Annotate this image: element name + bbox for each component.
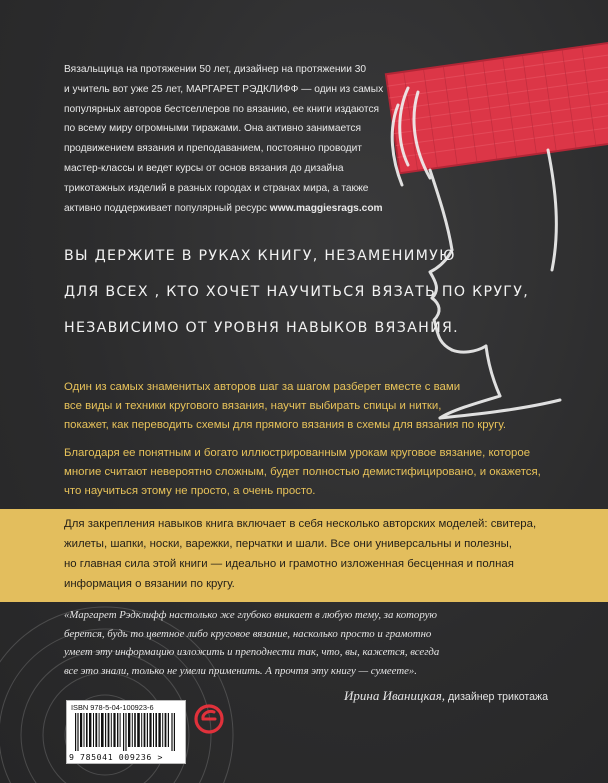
highlight-line: но главная сила этой книги — идеально и грамотно изложенная бесценная и полная xyxy=(64,558,514,570)
bio-line xyxy=(64,199,384,219)
bio-line: мастер-классы и ведет курсы от основ вязания до дизайна xyxy=(64,162,344,174)
isbn-label: ISBN 978-5-04-100923-6 xyxy=(71,703,154,712)
quote-line: «Маргарет Рэдклифф настолько же глубоко вникает в любую тему, за которую xyxy=(64,609,437,621)
barcode-bars-icon xyxy=(75,713,177,751)
quote-attribution xyxy=(344,688,548,704)
headline xyxy=(64,238,529,346)
paragraph-line: что научиться этому не просто, а очень просто. xyxy=(64,485,316,497)
bio-text: активно поддерживает популярный ресурс xyxy=(64,202,270,214)
bio-line: по всему миру огромными тиражами. Она активно занимается xyxy=(64,123,361,135)
website-link[interactable]: www.maggiesrags.com xyxy=(269,202,383,214)
headline-line: ДЛЯ ВСЕХ , КТО ХОЧЕТ НАУЧИТЬСЯ ВЯЗАТЬ ПО КРУГУ, xyxy=(64,284,529,300)
paragraph-line: все виды и техники кругового вязания, научит выбирать спицы и нитки, xyxy=(64,400,442,412)
description-paragraph-2 xyxy=(64,444,544,501)
bio-line: трикотажных изделий в разных городах и странах мира, а также xyxy=(64,182,369,194)
quote-line: умеет эту информацию изложить и преподнести так, что, вы, кажется, всегда xyxy=(64,646,440,659)
headline-line: НЕЗАВИСИМО ОТ УРОВНЯ НАВЫКОВ ВЯЗАНИЯ. xyxy=(64,320,459,336)
highlight-line: жилеты, шапки, носки, варежки, перчатки и шали. Все они универсальны и полезны, xyxy=(64,538,512,550)
testimonial-quote xyxy=(64,606,564,680)
quote-author: Ирина Иваницкая, xyxy=(344,688,446,703)
author-bio xyxy=(64,60,384,218)
headline-line: ВЫ ДЕРЖИТЕ В РУКАХ КНИГУ, НЕЗАМЕНИМУЮ xyxy=(64,248,456,264)
highlight-line: Для закрепления навыков книга включает в себя несколько авторских моделей: свитера, xyxy=(64,518,537,530)
description-paragraph-1 xyxy=(64,378,544,435)
paragraph-line: Один из самых знаменитых авторов шаг за шагом разберет вместе с вами xyxy=(64,381,461,393)
eksmo-logo-icon xyxy=(194,704,224,734)
bio-line: Вязальщица на протяжении 50 лет, дизайнер на протяжении 30 xyxy=(64,64,367,75)
paragraph-line: Благодаря ее понятным и богато иллюстрированным урокам круговое вязание, которое xyxy=(64,447,531,459)
barcode xyxy=(66,700,186,764)
bio-line: популярных авторов бестселлеров по вязанию, ее книги издаются xyxy=(64,103,380,115)
barcode-digits: 9 785041 009236 > xyxy=(69,752,163,762)
bio-line: и учитель вот уже 25 лет, МАРГАРЕТ РЭДКЛИФФ — один из самых xyxy=(64,83,384,95)
quote-author-role: дизайнер трикотажа xyxy=(445,691,548,703)
highlight-text xyxy=(64,514,564,594)
quote-line: берется, будь то цветное либо круговое вязание, насколько просто и грамотно xyxy=(64,627,432,640)
bio-line: продвижением вязания и преподаванием, постоянно проводит xyxy=(64,143,362,155)
paragraph-line: покажет, как переводить схемы для прямого вязания в схемы для вязания по кругу. xyxy=(64,419,506,431)
quote-line: все это знали, только не умели применить. А прочтя эту книгу — сумеете». xyxy=(64,664,418,677)
paragraph-line: многие считают невероятно сложным, будет полностью демистифицировано, и окажется, xyxy=(64,466,541,478)
highlight-line: информация о вязании по кругу. xyxy=(64,578,235,590)
